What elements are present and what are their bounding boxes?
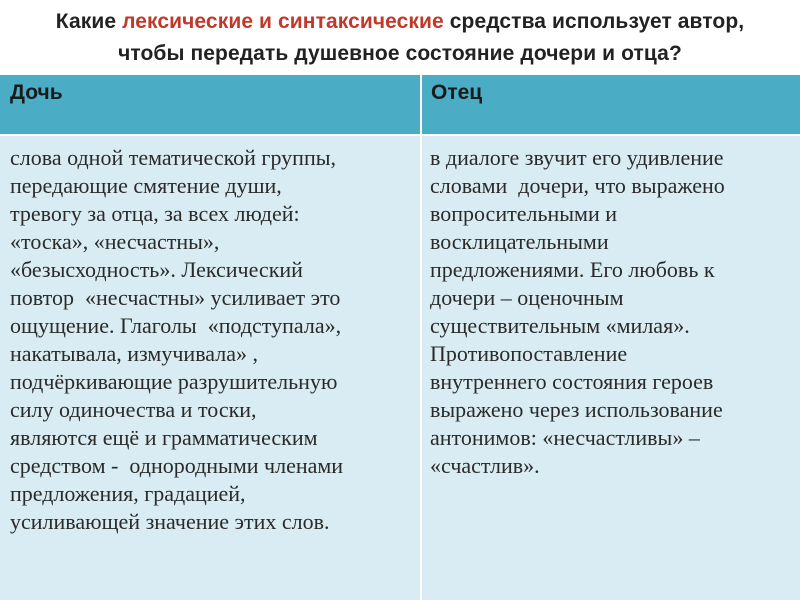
cell-daughter [10, 144, 415, 536]
text-line: повтор «несчастны» усиливает это [10, 285, 341, 310]
table-header-row [0, 75, 800, 136]
text-line: предложения, градацией, [10, 481, 246, 506]
title-line-2: чтобы передать душевное состояние дочери и отца? [118, 42, 682, 65]
text-line: предложениями. Его любовь к [430, 257, 715, 282]
text-line: «счастлив». [430, 453, 540, 478]
text-line: вопросительными и [430, 201, 618, 226]
cell-father [430, 144, 795, 480]
text-line: накатывала, измучивала» , [10, 341, 258, 366]
title-accent: лексические и синтаксические [122, 10, 444, 33]
title-part-1: Какие [55, 10, 123, 33]
text-line: силу одиночества и тоски, [10, 397, 257, 422]
text-line: внутреннего состояния героев [430, 369, 714, 394]
text-line: усиливающей значение этих слов. [10, 509, 330, 534]
text-line: тревогу за отца, за всех людей: [10, 201, 300, 226]
text-line: являются ещё и грамматическим [10, 425, 318, 450]
text-line: средством - однородными членами [10, 453, 344, 478]
comparison-table [0, 73, 800, 600]
title-part-2: средства использует автор, [443, 10, 745, 33]
title-line-1 [0, 6, 800, 38]
text-line: антонимов: «несчастливы» – [430, 425, 700, 450]
text-line: подчёркивающие разрушительную [10, 369, 338, 394]
text-line: передающие смятение души, [10, 173, 282, 198]
text-line: словами дочери, что выражено [430, 173, 725, 198]
text-line: дочери – оценочным [430, 285, 624, 310]
column-divider [420, 75, 422, 600]
slide-title [0, 6, 800, 70]
header-father: Отец [431, 81, 483, 104]
text-line: в диалоге звучит его удивление [430, 145, 724, 170]
text-line: «тоска», «несчастны», [10, 229, 220, 254]
text-line: «безысходность». Лексический [10, 257, 303, 282]
text-line: ощущение. Глаголы «подступала», [10, 313, 342, 338]
text-line: восклицательными [430, 229, 609, 254]
header-daughter: Дочь [10, 81, 63, 104]
text-line: выражено через использование [430, 397, 723, 422]
table-body-row [0, 136, 800, 600]
text-line: слова одной тематической группы, [10, 145, 336, 170]
text-line: Противопоставление [430, 341, 628, 366]
text-line: существительным «милая». [430, 313, 690, 338]
